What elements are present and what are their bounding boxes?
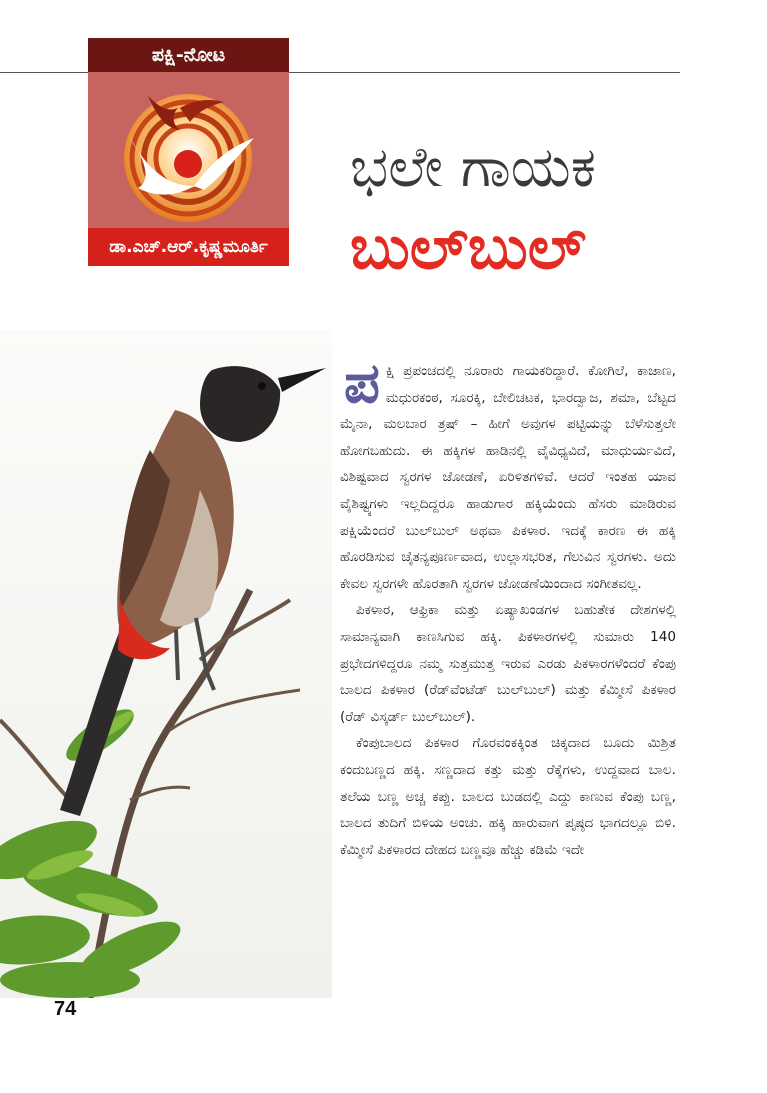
author-name: ಡಾ.ಎಚ್.ಆರ್.ಕೃಷ್ಣಮೂರ್ತಿ	[88, 228, 289, 266]
headline-line-1: ಭಲೇ ಗಾಯಕ	[350, 135, 596, 200]
column-header-box	[88, 38, 289, 266]
headline-line-2: ಬುಲ್‌ಬುಲ್	[350, 213, 587, 283]
article-body	[340, 358, 676, 1008]
bulbul-bird-icon	[0, 330, 332, 998]
drop-cap: ಪ	[344, 358, 380, 416]
page-number: 74	[54, 998, 77, 1020]
column-title: ಪಕ್ಷಿ-ನೋಟ	[88, 38, 289, 72]
paragraph-1	[340, 358, 676, 597]
paragraph-2: ಪಿಕಳಾರ, ಆಫ್ರಿಕಾ ಮತ್ತು ಏಷ್ಯಾಖಂಡಗಳ ಬಹುತೇಕ ದೇಶಗಳಲ್ಲಿ ಸಾಮಾನ್ಯವಾಗಿ ಕಾಣಸಿಗುವ ಹಕ್ಕಿ. ಪಿಕಳಾರಗಳಲ್ಲಿ ಸುಮಾರು 140 ಪ್ರಭೇದಗಳಿದ್ದರೂ ನಮ್ಮ ಸುತ್ತಮುತ್ತ ಇರುವ ಎರಡು ಪಿಕಳಾರಗಳೆಂದರೆ ಕೆಂಪು ಬಾಲದ ಪಿಕಳಾರ (ರೆಡ್‌ವೆಂಟೆಡ್ ಬುಲ್‌ಬುಲ್) ಮತ್ತು ಕೆಮ್ಮೀಸೆ ಪಿಕಳಾರ (ರೆಡ್ ವಿಸ್ಕರ್ಡ್ ಬುಲ್‌ಬುಲ್).	[340, 602, 676, 725]
bird-sun-logo-icon	[108, 78, 268, 228]
paragraph-3: ಕೆಂಪುಬಾಲದ ಪಿಕಳಾರ ಗೊರವಂಕಕ್ಕಿಂತ ಚಿಕ್ಕದಾದ ಬೂದು ಮಿಶ್ರಿತ ಕಂದುಬಣ್ಣದ ಹಕ್ಕಿ. ಸಣ್ಣದಾದ ಕತ್ತು ಮತ್ತು ರೆಕ್ಕೆಗಳು, ಉದ್ದವಾದ ಬಾಲ. ತಲೆಯ ಬಣ್ಣ ಅಚ್ಚ ಕಪ್ಪು. ಬಾಲದ ಬುಡದಲ್ಲಿ ಎದ್ದು ಕಾಣುವ ಕೆಂಪು ಬಣ್ಣ, ಬಾಲದ ತುದಿಗೆ ಬಿಳಿಯ ಅಂಚು. ಹಕ್ಕಿ ಹಾರುವಾಗ ಪೃಷ್ಠದ ಭಾಗದಲ್ಲೂ ಬಿಳಿ. ಕೆಮ್ಮೀಸೆ ಪಿಕಳಾರದ ದೇಹದ ಬಣ್ಣವೂ ಹೆಚ್ಚು ಕಡಿಮೆ ಇದೇ	[340, 735, 676, 858]
paragraph-1-text: ಕ್ಷಿ ಪ್ರಪಂಚದಲ್ಲಿ ನೂರಾರು ಗಾಯಕರಿದ್ದಾರೆ. ಕೋಗಿಲೆ, ಕಾಜಾಣ, ಮಧುರಕಂಠ, ಸೂರಕ್ಕಿ, ಬೇಲಿಚಟಕ, ಭಾರದ್ವಾಜ, ಶಮಾ, ಬೆಟ್ಟದ ಮೈನಾ, ಮಲಬಾರ ತ್ರಷ್ – ಹೀಗೆ ಅವುಗಳ ಪಟ್ಟಿಯನ್ನು ಬೆಳೆಸುತ್ತಲೇ ಹೋಗಬಹುದು. ಈ ಹಕ್ಕಿಗಳ ಹಾಡಿನಲ್ಲಿ ವೈವಿಧ್ಯವಿದೆ, ಮಾಧುರ್ಯವಿದೆ, ವಿಶಿಷ್ಟವಾದ ಸ್ವರಗಳ ಜೋಡಣೆ, ಏರಿಳಿತಗಳಿವೆ. ಆದರೆ ಇಂತಹ ಯಾವ ವೈಶಿಷ್ಟ್ಯಗಳು ಇಲ್ಲದಿದ್ದರೂ ಹಾಡುಗಾರ ಹಕ್ಕಿಯೆಂದು ಹೆಸರು ಮಾಡಿರುವ ಪಕ್ಷಿಯೆಂದರೆ ಬುಲ್‌ಬುಲ್ ಅಥವಾ ಪಿಕಳಾರ. ಇದಕ್ಕೆ ಕಾರಣ ಈ ಹಕ್ಕಿ ಹೊರಡಿಸುವ ಚೈತನ್ಯಪೂರ್ಣವಾದ, ಉಲ್ಲಾಸಭರಿತ, ಗೆಲುವಿನ ಸ್ವರಗಳು. ಅದು ಕೇವಲ ಸ್ವರಗಳೇ ಹೊರತಾಗಿ ಸ್ವರಗಳ ಜೋಡಣೆಯಿಂದಾದ ಸಂಗೀತವಲ್ಲ.	[340, 363, 676, 592]
